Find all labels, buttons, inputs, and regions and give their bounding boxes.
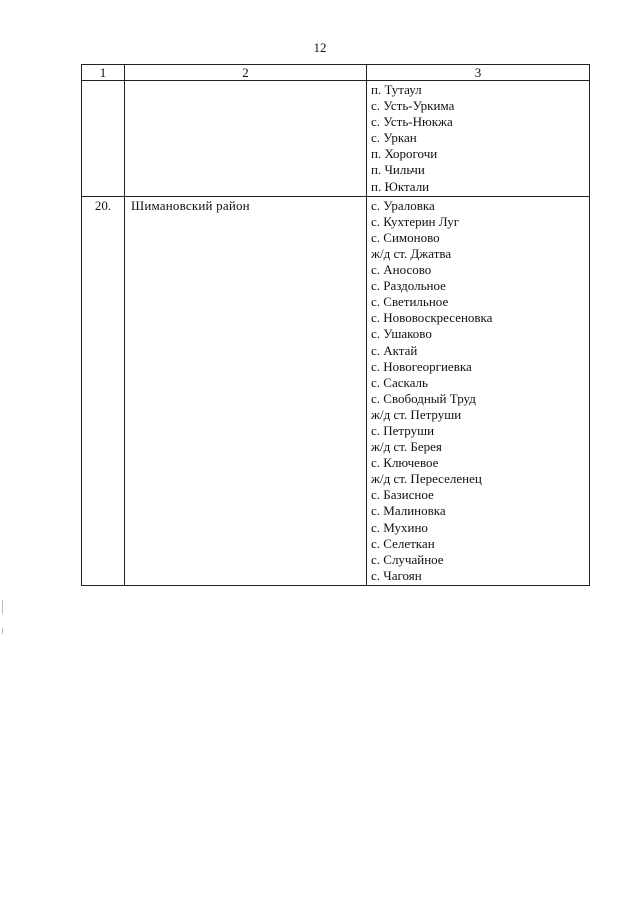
table-header-row: [82, 65, 590, 81]
settlement-item: с. Свободный Труд: [371, 390, 476, 406]
settlement-item: с. Петруши: [371, 422, 435, 438]
settlement-item: п. Тутаул: [371, 82, 422, 97]
settlement-item: ж/д ст. Переселенец: [371, 471, 482, 487]
column-header-2: 2: [125, 65, 367, 81]
scan-edge-mark: [2, 628, 3, 634]
row-number: 20.: [82, 196, 125, 585]
settlement-item: с. Усть-Нюкжа: [371, 114, 453, 130]
settlement-item: п. Чильчи: [371, 162, 425, 178]
row-number: [82, 81, 125, 197]
settlements-table: [81, 64, 590, 586]
settlement-item: с. Раздольное: [371, 278, 446, 294]
settlement-item: с. Ураловка: [371, 197, 435, 213]
settlement-item: с. Селеткан: [371, 535, 435, 551]
settlement-item: с. Актай: [371, 342, 418, 358]
settlement-item: с. Саскаль: [371, 374, 428, 390]
settlement-item: с. Ушаково: [371, 326, 432, 342]
settlement-item: ж/д ст. Джатва: [371, 245, 452, 261]
settlement-item: с. Светильное: [371, 294, 449, 310]
settlement-item: с. Случайное: [371, 551, 444, 567]
settlement-item: ж/д ст. Берея: [371, 439, 442, 455]
settlement-item: п. Хорогочи: [371, 146, 438, 162]
settlement-list: [371, 198, 589, 584]
table-row: [82, 196, 590, 585]
settlement-item: с. Ключевое: [371, 455, 439, 471]
settlement-item: с. Кухтерин Луг: [371, 213, 460, 229]
settlement-list-cell: [367, 196, 590, 585]
settlement-item: с. Уркан: [371, 130, 417, 146]
settlement-list-cell: [367, 81, 590, 197]
settlement-item: с. Малиновка: [371, 503, 446, 519]
settlement-item: с. Нововоскресеновка: [371, 310, 493, 326]
settlement-item: с. Новогеоргиевка: [371, 358, 472, 374]
district-name: Шимановский район: [125, 196, 367, 585]
settlement-item: п. Юктали: [371, 178, 430, 194]
page-number: 12: [313, 40, 327, 55]
settlement-item: ж/д ст. Петруши: [371, 406, 462, 422]
settlement-item: с. Аносово: [371, 262, 432, 278]
settlement-item: с. Чагоян: [371, 567, 422, 583]
settlement-item: с. Симоново: [371, 229, 440, 245]
settlement-list: [371, 82, 589, 195]
district-name: [125, 81, 367, 197]
column-header-1: 1: [82, 65, 125, 81]
settlement-item: с. Мухино: [371, 519, 428, 535]
table-row: [82, 81, 590, 197]
scan-edge-mark: [2, 600, 3, 614]
settlement-item: с. Базисное: [371, 487, 434, 503]
column-header-3: 3: [367, 65, 590, 81]
settlement-item: с. Усть-Уркима: [371, 98, 455, 114]
